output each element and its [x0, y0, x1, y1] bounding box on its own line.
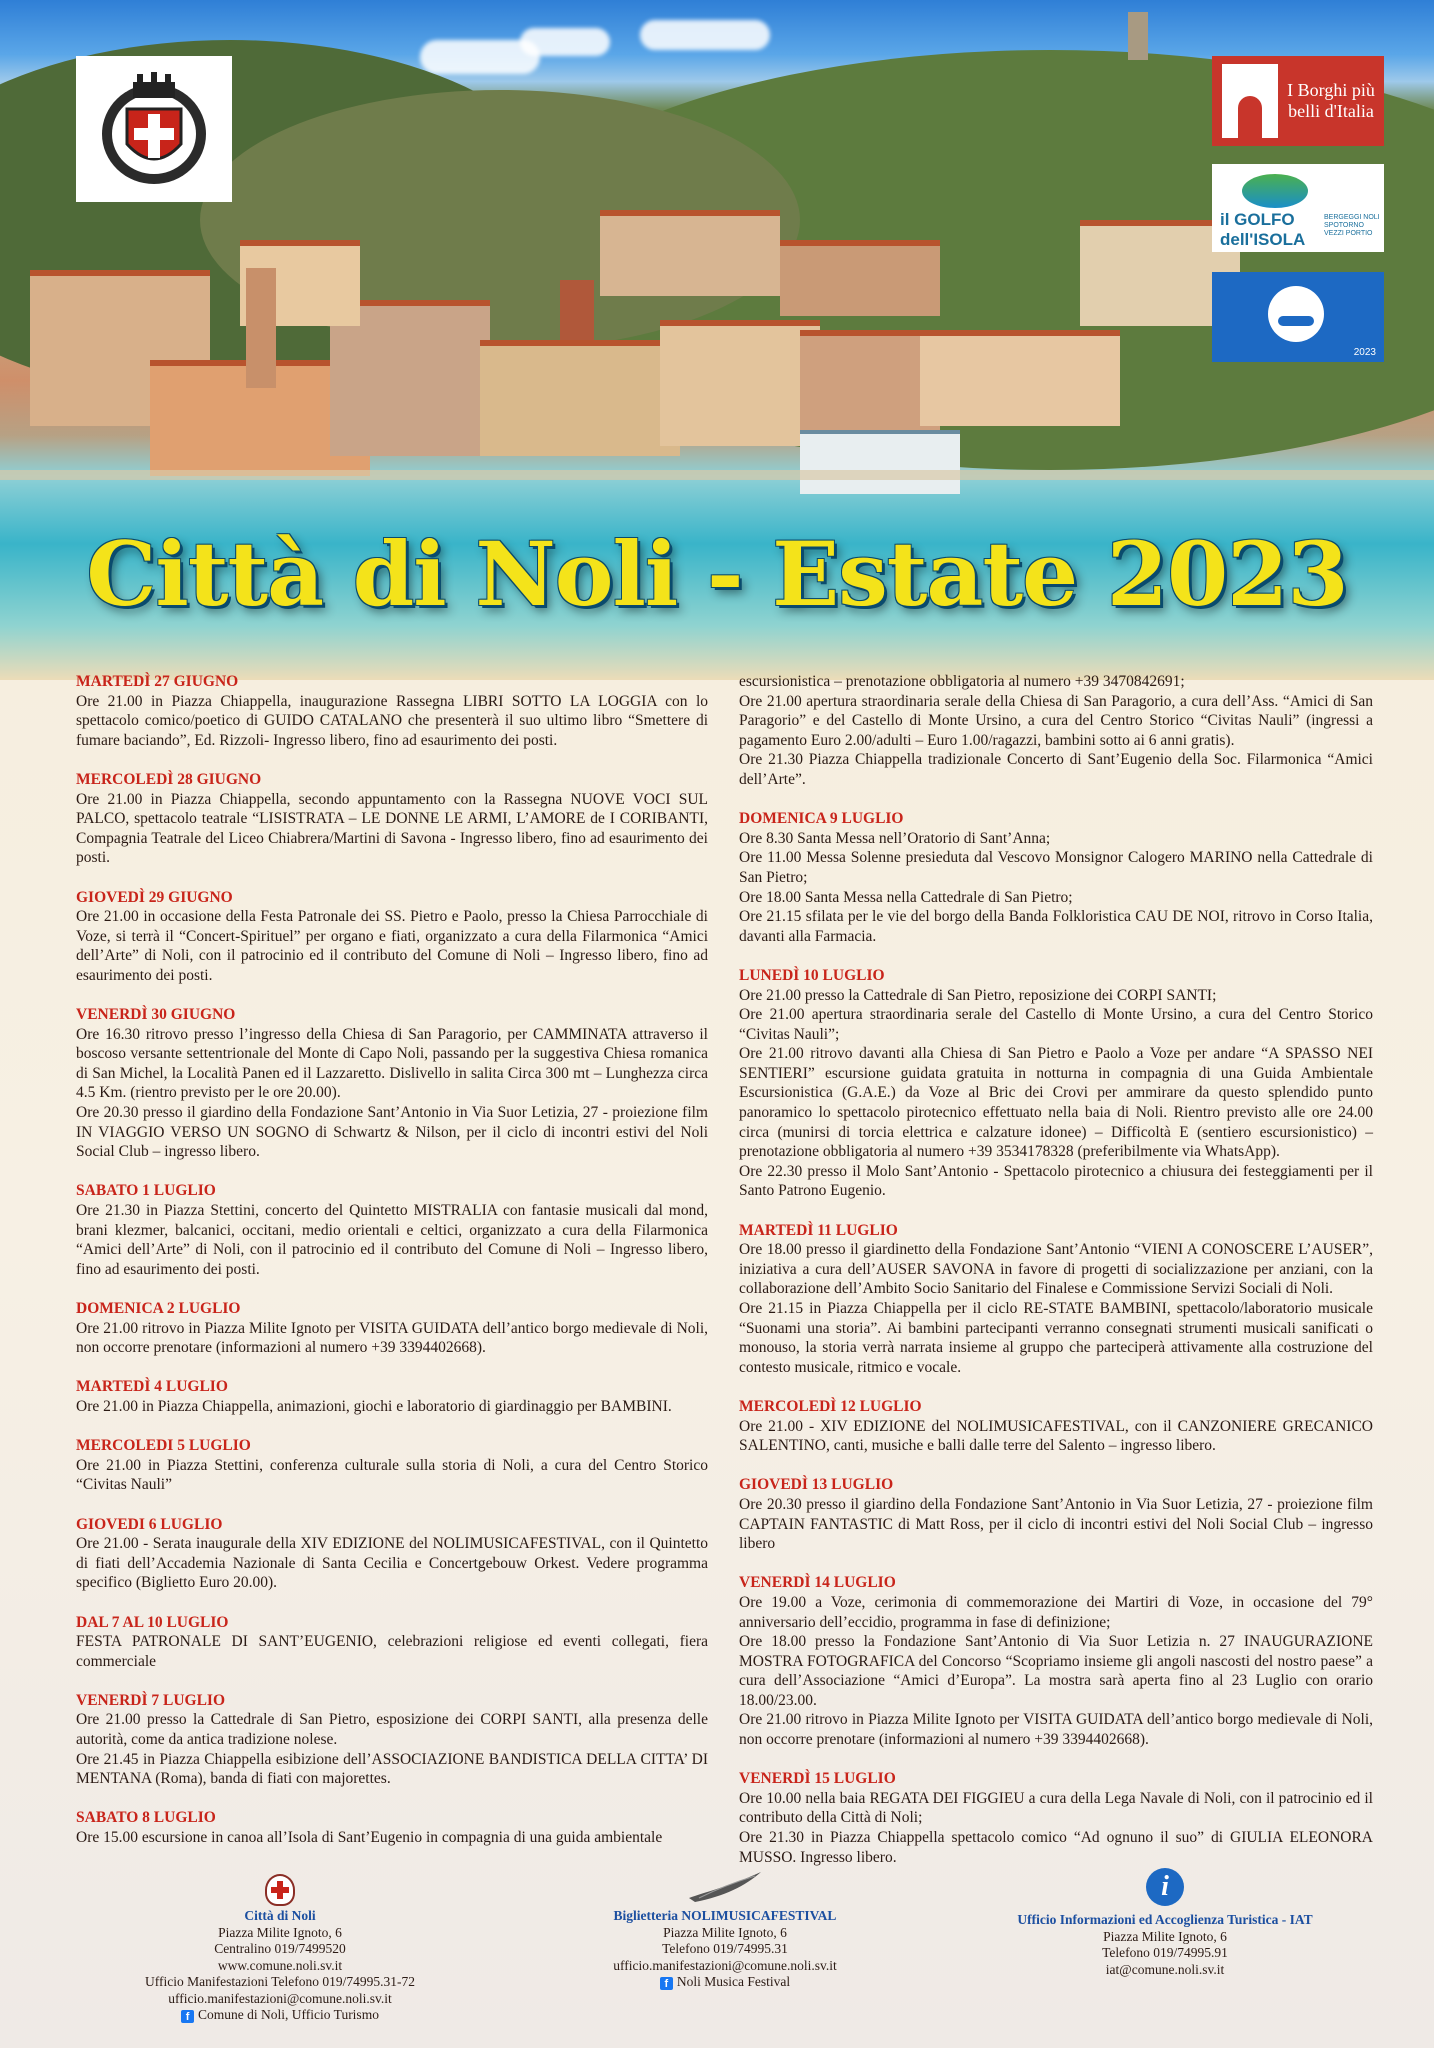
- event-description: Ore 10.00 nella baia REGATA DEI FIGGIEU a cura della Lega Navale di Noli, con il patrocinio ed il contributo della Città di Noli;: [739, 1789, 1373, 1827]
- event-description: Ore 11.00 Messa Solenne presieduta dal Vescovo Monsignor Calogero MARINO nella Cattedrale di San Pietro;: [739, 849, 1373, 886]
- facebook-icon: f: [660, 1977, 673, 1990]
- event-item: [739, 1769, 1373, 1867]
- event-item: [76, 1005, 708, 1162]
- event-date: GIOVEDI 6 LUGLIO: [76, 1515, 223, 1533]
- event-item: [76, 1808, 708, 1847]
- event-item: [739, 1397, 1373, 1456]
- event-date: MARTEDÌ 27 GIUGNO: [76, 673, 239, 690]
- event-description: Ore 21.00 ritrovo in Piazza Milite Ignoto per VISITA GUIDATA dell’antico borgo medievale di Noli, non occorre prenotare (informazioni al numero +39 3394402668).: [76, 1319, 708, 1357]
- event-item: [739, 809, 1373, 946]
- event-description: Ore 21.00 in occasione della Festa Patronale dei SS. Pietro e Paolo, presso la Chiesa Parrocchiale di Voze, si terrà il “Concert-Spirituel” per organo e fiati, organizzato a cura della Filarmonica “Amici dell’Arte” di Noli, con il patrocinio ed il contributo del Comune di Noli – Ingresso libero, fino ad esaurimento dei posti.: [76, 908, 708, 984]
- music-quill-icon: [685, 1868, 765, 1904]
- event-description: Ore 21.00 apertura straordinaria serale della Chiesa di San Paragorio, a cura dell’Ass. “Amici di San Paragorio” e del Castello di Monte Ursino, a cura del Centro Storico “Civitas Nauli” (ingressi a pagamento Euro 2.00/adulti – Euro 1.00/ragazzi, bambini sotto ai 6 anni gratis).: [739, 692, 1373, 749]
- event-date: LUNEDÌ 10 LUGLIO: [739, 966, 885, 984]
- footer-iat-address: Piazza Milite Ignoto, 6: [1103, 1928, 1227, 1944]
- footer-iat: [985, 1868, 1345, 1978]
- event-description: Ore 21.00 in Piazza Chiappella, animazioni, giochi e laboratorio di giardinaggio per BAMBINI.: [76, 1397, 672, 1415]
- event-date: VENERDÌ 15 LUGLIO: [739, 1770, 896, 1788]
- event-item: [76, 1436, 708, 1495]
- wave-icon: [1242, 174, 1308, 208]
- tower-icon: [1222, 64, 1278, 138]
- event-description: Ore 15.00 escursione in canoa all’Isola di Sant’Eugenio in compagnia di una guida ambientale: [76, 1829, 663, 1847]
- event-description: Ore 21.45 in Piazza Chiappella esibizione dell’ASSOCIAZIONE BANDISTICA DELLA CITTA’ DI MENTANA (Roma), banda di fiati con majorettes.: [76, 1750, 708, 1788]
- event-item: [76, 1181, 708, 1279]
- event-date: MERCOLEDÌ 28 GIUGNO: [76, 770, 262, 788]
- footer-comune-name: Città di Noli: [244, 1908, 316, 1923]
- footer-comune-phone: Centralino 019/7499520: [214, 1941, 346, 1956]
- event-date: MARTEDÌ 4 LUGLIO: [76, 1378, 228, 1396]
- page-title: Città di Noli - Estate 2023: [86, 522, 1348, 626]
- event-item: [739, 672, 1373, 790]
- event-date: VENERDÌ 7 LUGLIO: [76, 1691, 225, 1709]
- event-description: Ore 18.00 presso il giardinetto della Fondazione Sant’Antonio “VIENI A CONOSCERE L’AUSER”, iniziativa a cura dell’AUSER SAVONA in favore di progetti di socializzazione per anziani, con la collaborazione dell’Ambito Socio Sanitario del Finalese e Commissione Servizi Sociali di Noli.: [739, 1241, 1373, 1298]
- event-date: SABATO 1 LUGLIO: [76, 1182, 216, 1200]
- event-date: GIOVEDÌ 13 LUGLIO: [739, 1476, 894, 1494]
- event-date: VENERDÌ 30 GIUGNO: [76, 1006, 236, 1024]
- event-item: [739, 1573, 1373, 1749]
- event-item: [76, 1515, 708, 1593]
- info-icon: i: [1146, 1868, 1184, 1906]
- event-date: DAL 7 AL 10 LUGLIO: [76, 1613, 229, 1631]
- event-item: [76, 1691, 708, 1789]
- footer-comune-facebook-label: Comune di Noli, Ufficio Turismo: [198, 2007, 379, 2022]
- event-item: [76, 770, 708, 868]
- footer-comune: [100, 1868, 460, 2024]
- footer-biglietteria-address: Piazza Milite Ignoto, 6: [663, 1924, 787, 1940]
- borghi-logo: [1212, 56, 1384, 146]
- event-description: escursionistica – prenotazione obbligatoria al numero +39 3470842691;: [739, 673, 1185, 690]
- event-description: Ore 21.30 in Piazza Chiappella spettacolo comico “Ad ognuno il suo” di GIULIA ELEONORA MUSSO. Ingresso libero.: [739, 1829, 1373, 1866]
- blue-flag-icon: [1268, 286, 1324, 342]
- event-date: VENERDÌ 14 LUGLIO: [739, 1574, 896, 1592]
- event-description: Ore 21.30 Piazza Chiappella tradizionale Concerto di Sant’Eugenio della Soc. Filarmonica “Amici dell’Arte”.: [739, 751, 1373, 788]
- event-item: [76, 1613, 708, 1672]
- event-description: Ore 21.00 ritrovo in Piazza Milite Ignoto per VISITA GUIDATA dell’antico borgo medievale di Noli, non occorre prenotare (informazioni al numero +39 3394402668).: [739, 1711, 1373, 1749]
- event-description: Ore 21.00 ritrovo davanti alla Chiesa di San Pietro e Paolo a Voze per andare “A SPASSO NEI SENTIERI” escursione guidata gratuita in notturna in compagnia di una Guida Ambientale Escursionistica (G.A.E.) da Voze al Bric dei Crovi per ammirare da questo splendido punto panoramico lo spettacolo pirotecnico effettuato nella baia di Noli. Rientro previsto alle ore 24.00 circa (munirsi di torcia elettrica e calzature idonee) – Difficoltà E (sentiero escursionistico) – prenotazione obbligatoria al numero +39 3534178328 (preferibilmente via WhatsApp).: [739, 1045, 1373, 1161]
- event-description: Ore 21.15 in Piazza Chiappella per il ciclo RE-STATE BAMBINI, spettacolo/laboratorio musicale “Suonami una storia”. Ai bambini partecipanti verranno consegnati strumenti musicali sanificati o monouso, la storia verrà narrata insieme al gruppo che parteciperà attivamente alla costruzione del contesto musicale, ritmico e vocale.: [739, 1300, 1373, 1376]
- events-column-left: [76, 672, 708, 1867]
- event-description: Ore 21.00 - Serata inaugurale della XIV EDIZIONE del NOLIMUSICAFESTIVAL, con il Quintetto di fiati dell’Accademia Nazionale di Santa Cecilia e Concertgebouw Orkest. Vedere programma specifico (Biglietto Euro 20.00).: [76, 1535, 708, 1592]
- footer-biglietteria-email[interactable]: ufficio.manifestazioni@comune.noli.sv.it: [613, 1957, 837, 1973]
- event-item: [739, 1221, 1373, 1378]
- event-description: Ore 20.30 presso il giardino della Fondazione Sant’Antonio in Via Suor Letizia, 27 - proiezione film IN VIAGGIO VERSO UN SOGNO di Schwartz & Nilson, per il ciclo di incontri estivi del Noli Social Club – ingresso libero.: [76, 1104, 708, 1161]
- event-item: [76, 1377, 708, 1416]
- event-description: Ore 21.00 in Piazza Chiappella, inaugurazione Rassegna LIBRI SOTTO LA LOGGIA con lo spettacolo comico/poetico di GUIDO CATALANO che presenterà il suo ultimo libro “Smettere di fumare baciando”, Ed. Rizzoli- Ingresso libero, fino ad esaurimento dei posti.: [76, 692, 708, 749]
- event-item: [76, 888, 708, 986]
- noli-crest-icon: [89, 64, 219, 194]
- footer-biglietteria-phone: Telefono 019/74995.31: [662, 1941, 788, 1956]
- event-date: MERCOLEDÌ 12 LUGLIO: [739, 1397, 922, 1415]
- footer-comune-facebook[interactable]: [100, 2007, 460, 2024]
- footer: [0, 1868, 1434, 2048]
- event-description: Ore 21.00 in Piazza Chiappella, secondo appuntamento con la Rassegna NUOVE VOCI SUL PALCO, spettacolo teatrale “LISISTRATA – LE DONNE LE ARMI, L’AMORE de I CORIBANTI, Compagnia Teatrale del Liceo Chiabrera/Martini di Savona - Ingresso libero, fino ad esaurimento dei posti.: [76, 790, 708, 867]
- event-date: GIOVEDÌ 29 GIUGNO: [76, 888, 233, 906]
- golfo-logo-towns: BERGEGGI NOLI SPOTORNO VEZZI PORTIO: [1324, 214, 1380, 237]
- golfo-isola-logo: [1212, 164, 1384, 252]
- event-description: Ore 21.00 in Piazza Stettini, conferenza culturale sulla storia di Noli, a cura del Centro Storico “Civitas Nauli”: [76, 1456, 708, 1494]
- event-description: Ore 18.00 Santa Messa nella Cattedrale di San Pietro;: [739, 888, 1073, 906]
- footer-biglietteria-facebook[interactable]: [545, 1974, 905, 1991]
- footer-iat-name: Ufficio Informazioni ed Accoglienza Turistica - IAT: [1017, 1912, 1313, 1927]
- golfo-logo-text: il GOLFO dell'ISOLA: [1220, 210, 1306, 249]
- event-date: DOMENICA 2 LUGLIO: [76, 1300, 241, 1317]
- event-item: [76, 1299, 708, 1358]
- event-description: Ore 21.30 in Piazza Stettini, concerto del Quintetto MISTRALIA con fantasie musicali dal mond, brani klezmer, balcanici, occitani, medio orientali e celtici, organizzato a cura della Filarmonica “Amici dell’Arte” di Noli, con il patrocinio ed il contributo del Comune di Noli – Ingresso libero, fino ad esaurimento dei posti.: [76, 1202, 708, 1278]
- footer-iat-email[interactable]: iat@comune.noli.sv.it: [1105, 1961, 1225, 1977]
- event-item: [739, 1475, 1373, 1553]
- event-description: Ore 20.30 presso il giardino della Fondazione Sant’Antonio in Via Suor Letizia, 27 - proiezione film CAPTAIN FANTASTIC di Matt Ross, per il ciclo di incontri estivi del Noli Social Club – ingresso libero: [739, 1495, 1373, 1553]
- event-description: Ore 22.30 presso il Molo Sant’Antonio - Spettacolo pirotecnico a chiusura dei festeggiamenti per il Santo Patrono Eugenio.: [739, 1162, 1373, 1200]
- borghi-logo-text: I Borghi più belli d'Italia: [1287, 80, 1375, 121]
- event-description: FESTA PATRONALE DI SANT’EUGENIO, celebrazioni religiose ed eventi collegati, fiera commerciale: [76, 1633, 708, 1670]
- footer-comune-website[interactable]: www.comune.noli.sv.it: [217, 1957, 343, 1973]
- footer-biglietteria: [545, 1868, 905, 1991]
- footer-comune-address: Piazza Milite Ignoto, 6: [218, 1924, 342, 1940]
- footer-biglietteria-facebook-label: Noli Musica Festival: [676, 1974, 791, 1989]
- event-item: [739, 966, 1373, 1201]
- blue-flag-year: 2023: [1353, 347, 1376, 358]
- event-description: Ore 16.30 ritrovo presso l’ingresso della Chiesa di San Paragorio, per CAMMINATA attraverso il boscoso versante settentrionale del Monte di Capo Noli, passando per la suggestiva Chiesa romanica di San Michel, la Località Panen ed il Lazzaretto. Dislivello in salita Circa 300 mt – Lunghezza circa 4.5 Km. (rientro previsto per le ore 20.00).: [76, 1025, 708, 1102]
- event-description: Ore 18.00 presso la Fondazione Sant’Antonio di Via Suor Letizia n. 27 INAUGURAZIONE MOSTRA FOTOGRAFICA del Concorso “Scopriamo insieme gli angoli nascosti del nostro paese” a cura dell’Associazione “Amici d’Europa”. La mostra sarà aperta fino al 23 Luglio con orario 18.00/23.00.: [739, 1633, 1373, 1709]
- footer-comune-email[interactable]: ufficio.manifestazioni@comune.noli.sv.it: [168, 1990, 392, 2006]
- blue-flag-logo: [1212, 272, 1384, 362]
- footer-comune-office-phone: Ufficio Manifestazioni Telefono 019/74995.31-72: [145, 1974, 415, 1989]
- events-column-right: [739, 672, 1373, 1887]
- noli-crest-logo: [76, 56, 232, 202]
- event-description: Ore 21.00 apertura straordinaria serale del Castello di Monte Ursino, a cura del Centro Storico “Civitas Nauli”;: [739, 1006, 1373, 1043]
- event-date: MARTEDÌ 11 LUGLIO: [739, 1221, 898, 1239]
- event-description: Ore 8.30 Santa Messa nell’Oratorio di Sant’Anna;: [739, 829, 1051, 847]
- event-description: Ore 21.15 sfilata per le vie del borgo della Banda Folkloristica CAU DE NOI, ritrovo in Corso Italia, davanti alla Farmacia.: [739, 908, 1373, 945]
- event-date: DOMENICA 9 LUGLIO: [739, 810, 904, 828]
- event-description: Ore 21.00 presso la Cattedrale di San Pietro, reposizione dei CORPI SANTI;: [739, 986, 1217, 1004]
- event-date: SABATO 8 LUGLIO: [76, 1809, 216, 1827]
- facebook-icon: f: [181, 2010, 194, 2023]
- event-description: Ore 19.00 a Voze, cerimonia di commemorazione dei Martiri di Voze, in occasione del 79° anniversario dell’eccidio, programma in fase di definizione;: [739, 1593, 1373, 1631]
- event-description: Ore 21.00 - XIV EDIZIONE del NOLIMUSICAFESTIVAL, con il CANZONIERE GRECANICO SALENTINO, canti, musiche e balli dalle terre del Salento – ingresso libero.: [739, 1417, 1373, 1455]
- footer-biglietteria-name: Biglietteria NOLIMUSICAFESTIVAL: [613, 1908, 837, 1923]
- footer-iat-phone: Telefono 019/74995.91: [1102, 1945, 1228, 1960]
- event-date: MERCOLEDI 5 LUGLIO: [76, 1437, 251, 1455]
- event-item: [76, 672, 708, 750]
- event-description: Ore 21.00 presso la Cattedrale di San Pietro, esposizione dei CORPI SANTI, alla presenza delle autorità, come da antica tradizione nolese.: [76, 1711, 708, 1749]
- crest-icon: [265, 1874, 295, 1906]
